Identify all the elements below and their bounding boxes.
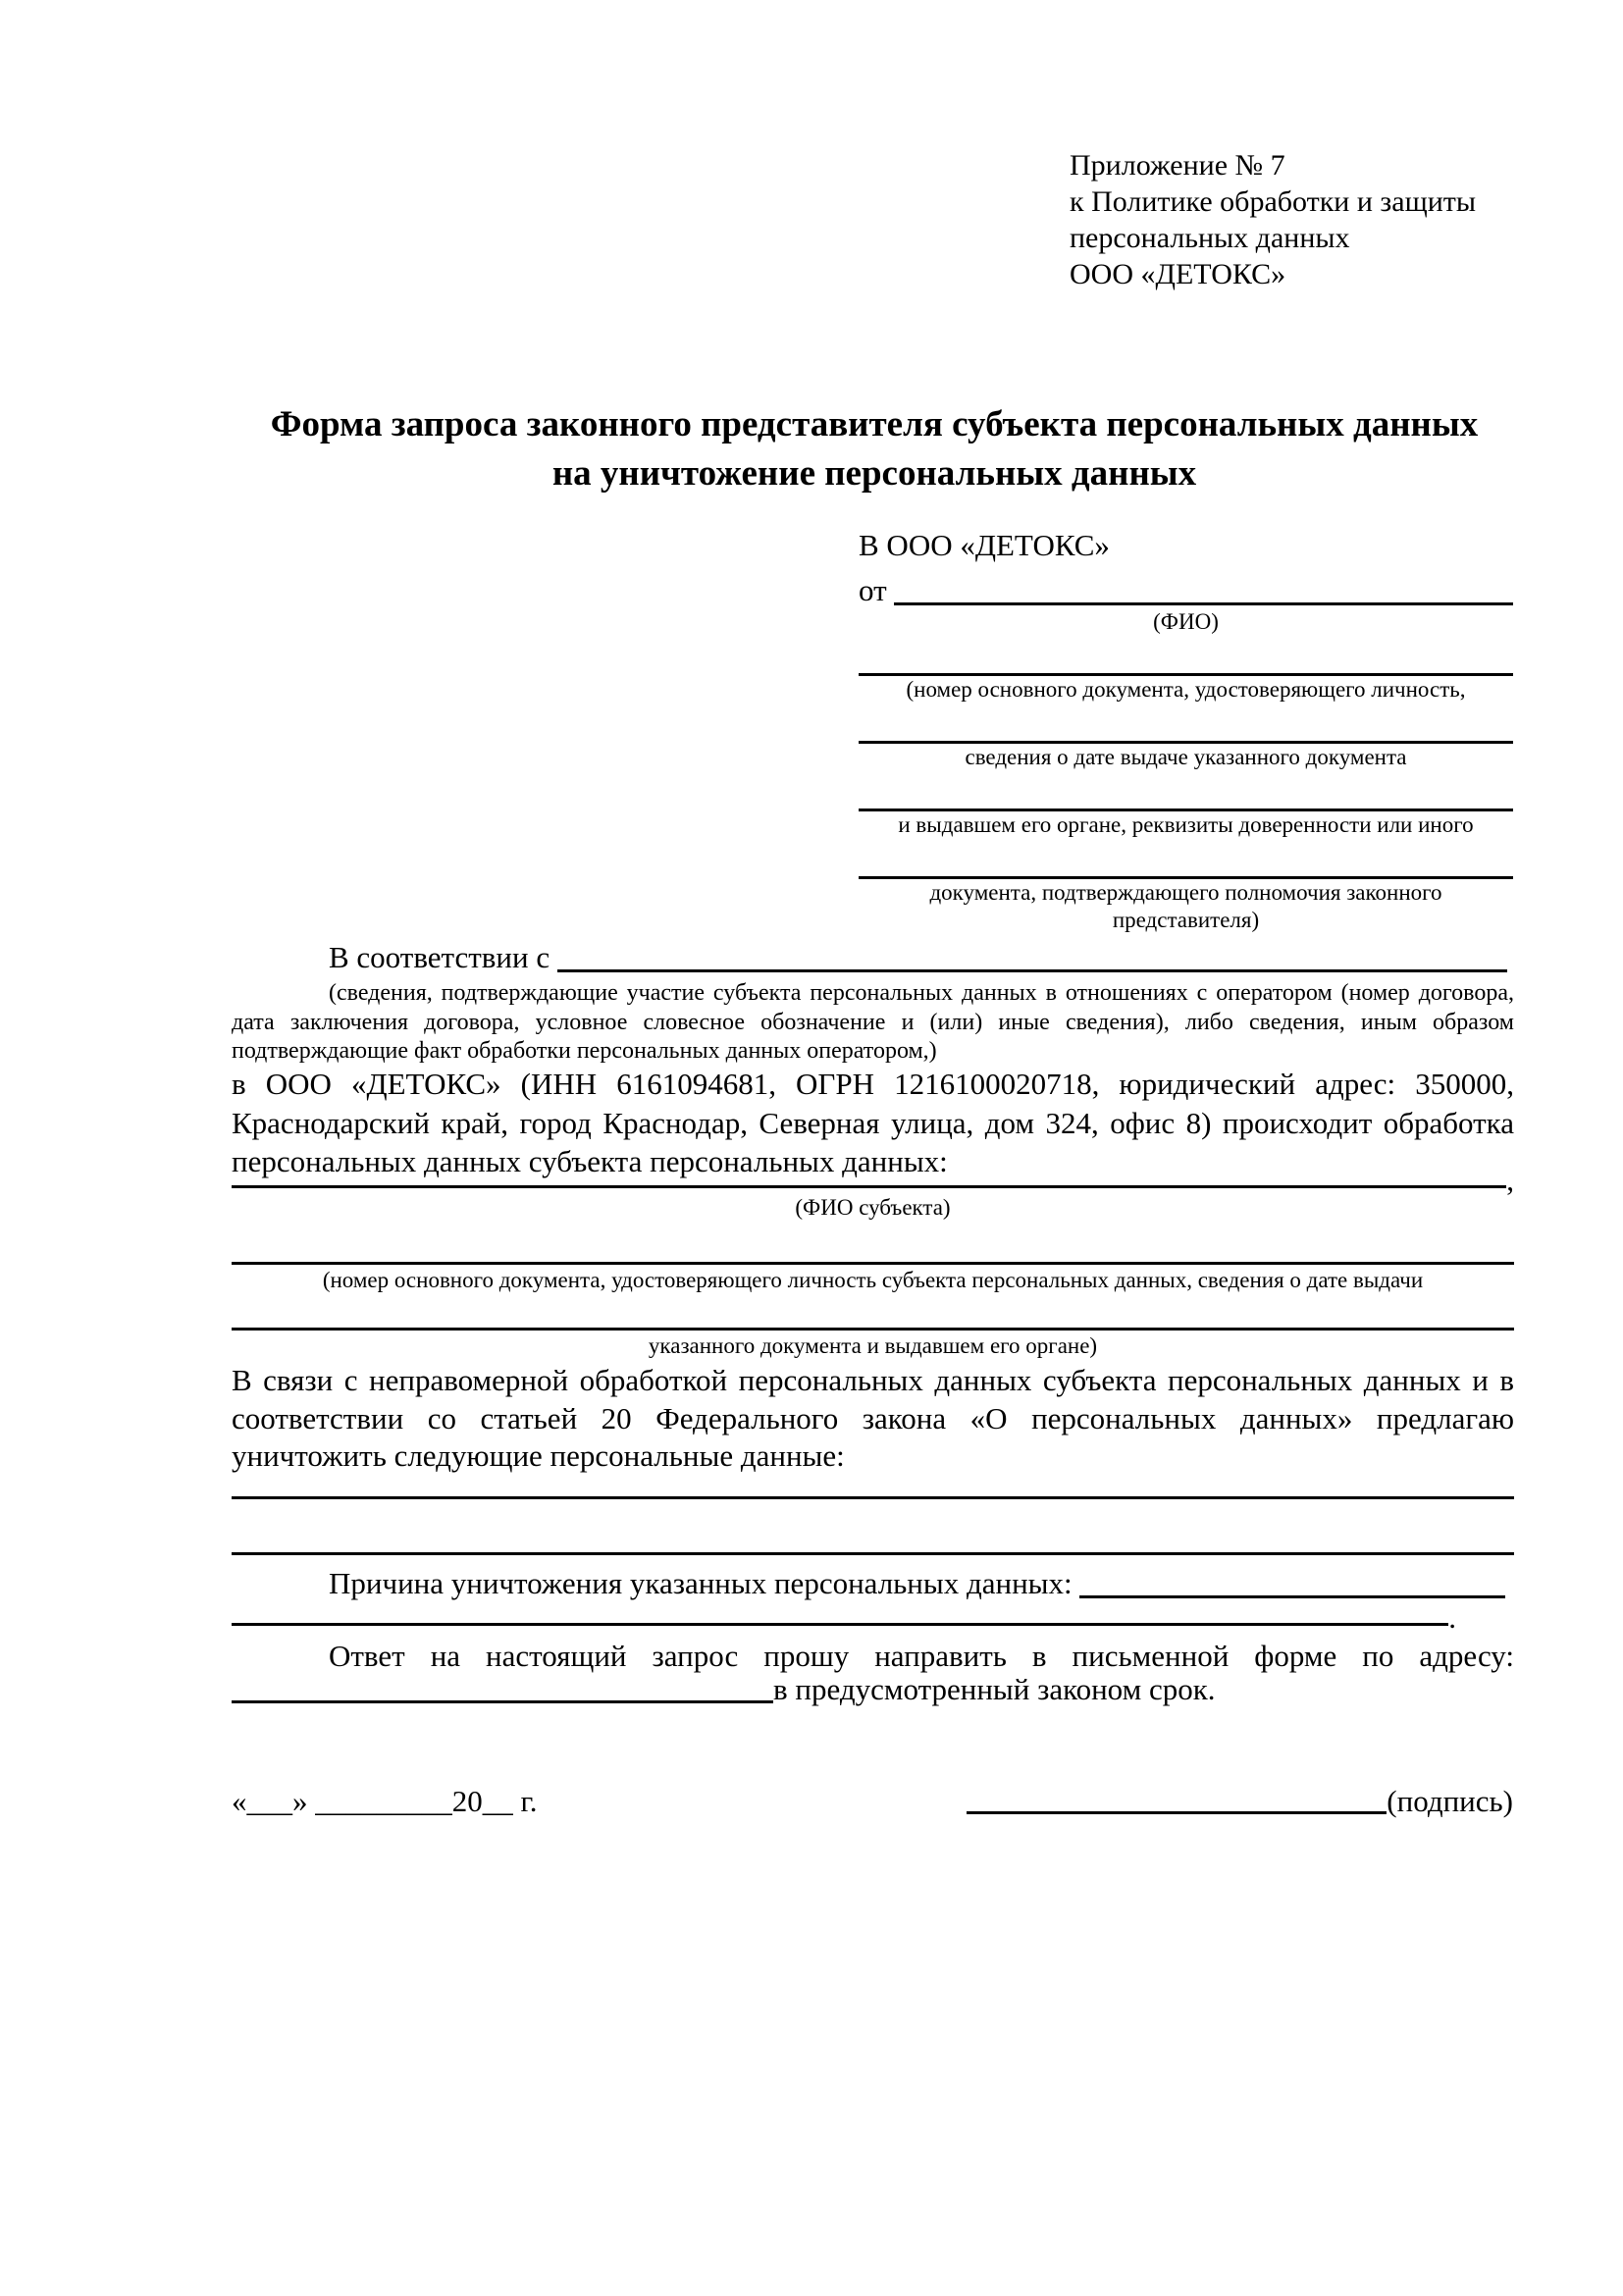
data-to-destroy-blank-line-2	[232, 1533, 1514, 1555]
form-title-line2: на уничтожение персональных данных	[551, 453, 1197, 494]
signature-caption: (подпись)	[1387, 1784, 1513, 1818]
subject-document-caption-2: указанного документа и выдавшем его органе)	[648, 1333, 1098, 1358]
accordance-blank-line	[557, 968, 1507, 972]
subject-fio-caption: (ФИО субъекта)	[795, 1195, 951, 1220]
appendix-line: персональных данных	[1070, 222, 1350, 254]
form-title	[232, 400, 1517, 498]
issuing-authority-blank-line	[859, 773, 1513, 811]
subject-fio-row	[232, 1163, 1514, 1197]
addressee-from-row	[859, 573, 1513, 608]
data-to-destroy-blank-line-1	[232, 1477, 1514, 1499]
representative-authority-caption: документа, подтверждающего полномочия законного представителя)	[929, 880, 1442, 932]
accordance-row	[232, 934, 1507, 975]
signature-blank-line	[967, 1810, 1387, 1814]
appendix-line: ООО «ДЕТОКС»	[1070, 258, 1286, 290]
appendix-line: Приложение № 7	[1070, 149, 1285, 182]
accordance-label: В соответствии с	[329, 940, 557, 974]
subject-comma: ,	[1506, 1163, 1514, 1197]
addressee-block	[859, 528, 1513, 932]
reason-blank-line	[1079, 1594, 1505, 1598]
issuing-authority-caption: и выдавшем его органе, реквизиты доверенности или иного	[898, 812, 1474, 837]
subject-document-blank-line	[232, 1226, 1514, 1265]
appendix-line: к Политике обработки и защиты	[1070, 185, 1477, 218]
reply-address-blank-line	[232, 1699, 773, 1703]
issue-date-blank-line	[859, 705, 1513, 744]
subject-block	[232, 1163, 1514, 1364]
footer-row	[232, 1778, 1513, 1819]
subject-authority-blank-line	[232, 1298, 1514, 1331]
addressee-to: В ООО «ДЕТОКС»	[859, 528, 1110, 562]
demand-paragraph: В связи с неправомерной обработкой персональных данных субъекта персональных данных и в соответствии со статьей 20 Федерального закона «О персональных данных» предлагаю уничтожить следующие персональные данные:	[232, 1363, 1514, 1473]
reason-row	[232, 1562, 1505, 1601]
accordance-note: (сведения, подтверждающие участие субъекта персональных данных в отношениях с оператором (номер договора, дата заключения договора, условное словесное обозначение и (или) иные сведения), либо сведения, иным образом подтверждающие факт обработки персональных данных оператором,)	[232, 980, 1514, 1064]
appendix-block	[1070, 147, 1531, 292]
reason-blank-line-2	[232, 1622, 1448, 1626]
from-label: от	[859, 573, 895, 607]
fio-blank-line	[894, 601, 1513, 605]
document-number-caption: (номер основного документа, удостоверяющего личность,	[906, 677, 1466, 702]
representative-authority-blank-line	[859, 841, 1513, 879]
operator-paragraph: в ООО «ДЕТОКС» (ИНН 6161094681, ОГРН 1216100020718, юридический адрес: 350000, Краснодарский край, город Краснодар, Северная улица, дом 324, офис 8) происходит обработка персональных данных субъекта персональных данных:	[232, 1067, 1514, 1178]
reply-address-row	[232, 1674, 1514, 1707]
reason-continuation-row	[232, 1600, 1456, 1635]
issue-date-caption: сведения о дате выдаче указанного документа	[965, 745, 1407, 769]
reason-label: Причина уничтожения указанных персональных данных:	[329, 1566, 1080, 1600]
signature-group	[967, 1784, 1513, 1819]
fio-caption: (ФИО)	[1153, 609, 1219, 634]
reply-tail-text: в предусмотренный законом срок.	[773, 1672, 1216, 1706]
document-number-blank-line	[859, 638, 1513, 676]
subject-document-caption-1: (номер основного документа, удостоверяющего личность субъекта персональных данных, сведения о дате выдачи	[322, 1268, 1424, 1292]
reply-paragraph: Ответ на настоящий запрос прошу направить в письменной форме по адресу:	[329, 1639, 1514, 1673]
reason-period: .	[1448, 1600, 1456, 1635]
form-title-line1: Форма запроса законного представителя субъекта персональных данных	[270, 404, 1479, 444]
subject-fio-blank-line	[232, 1184, 1506, 1188]
date-line: «___» _________20__ г.	[232, 1784, 538, 1818]
